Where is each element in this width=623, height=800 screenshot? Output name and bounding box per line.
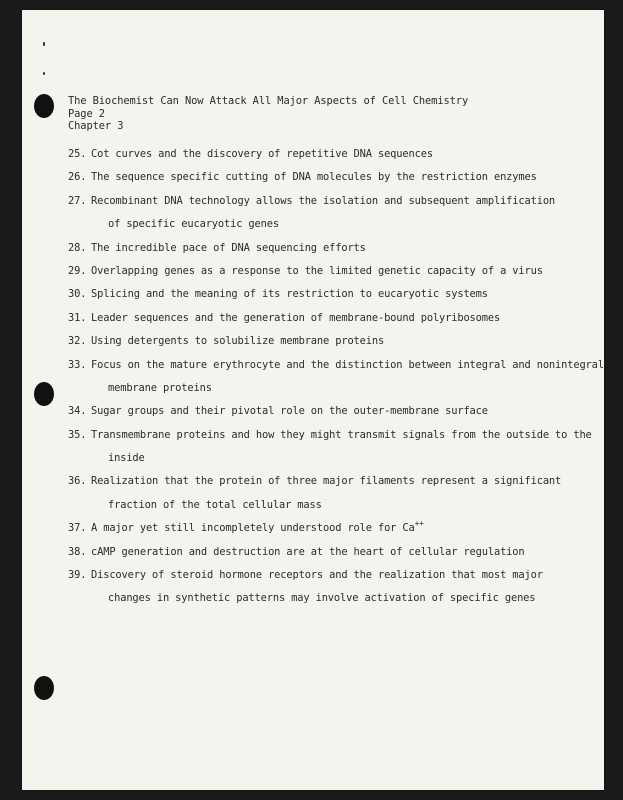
document-header bbox=[68, 95, 468, 133]
item-number: 33. bbox=[68, 358, 87, 371]
punch-hole-middle bbox=[34, 382, 54, 406]
item-text: Sugar groups and their pivotal role on the outer-membrane surface bbox=[91, 405, 488, 418]
punch-hole-bottom bbox=[34, 676, 54, 700]
item-number: 34. bbox=[68, 405, 87, 418]
list-item bbox=[68, 470, 598, 517]
item-number: 36. bbox=[68, 475, 87, 488]
punch-hole-top bbox=[34, 94, 54, 118]
item-number: 26. bbox=[68, 171, 87, 184]
list-item bbox=[68, 260, 598, 283]
item-text: Cot curves and the discovery of repetitive DNA sequences bbox=[91, 148, 433, 160]
paper-mark bbox=[43, 42, 45, 46]
item-number: 39. bbox=[68, 569, 87, 582]
item-text: Leader sequences and the generation of membrane-bound polyribosomes bbox=[91, 311, 501, 324]
list-item bbox=[68, 541, 598, 564]
item-continuation: changes in synthetic patterns may involve activation of specific genes bbox=[108, 592, 536, 605]
item-continuation: fraction of the total cellular mass bbox=[108, 498, 322, 511]
item-number: 29. bbox=[68, 264, 87, 277]
chapter-label: Chapter 3 bbox=[68, 120, 124, 132]
list-item bbox=[68, 517, 598, 540]
item-text: Splicing and the meaning of its restriction to eucaryotic systems bbox=[91, 288, 488, 301]
item-number: 32. bbox=[68, 335, 87, 348]
item-text: Discovery of steroid hormone receptors and the realization that most major bbox=[91, 569, 543, 582]
item-continuation: inside bbox=[108, 452, 145, 465]
item-text: Using detergents to solubilize membrane proteins bbox=[91, 335, 385, 348]
list-item bbox=[68, 307, 598, 330]
list-item bbox=[68, 237, 598, 260]
list-item bbox=[68, 354, 604, 401]
list-item bbox=[68, 143, 598, 166]
item-number: 35. bbox=[68, 428, 87, 441]
item-text: A major yet still incompletely understood role for Ca bbox=[91, 522, 415, 535]
list-item bbox=[68, 424, 598, 471]
paper-mark bbox=[43, 72, 45, 75]
item-text: cAMP generation and destruction are at the heart of cellular regulation bbox=[91, 545, 525, 558]
item-number: 38. bbox=[68, 545, 87, 558]
item-number: 31. bbox=[68, 311, 87, 324]
item-number: 28. bbox=[68, 241, 87, 254]
item-text: Realization that the protein of three major filaments represent a significant bbox=[91, 475, 562, 488]
page-number: Page 2 bbox=[68, 107, 105, 120]
item-text: Focus on the mature erythrocyte and the distinction between integral and nonintegral bbox=[91, 358, 604, 371]
item-text: Transmembrane proteins and how they might transmit signals from the outside to the bbox=[91, 428, 592, 441]
item-text: Recombinant DNA technology allows the isolation and subsequent amplification bbox=[91, 194, 556, 207]
item-text: Overlapping genes as a response to the limited genetic capacity of a virus bbox=[91, 264, 543, 277]
item-number: 30. bbox=[68, 288, 87, 301]
item-number: 25. bbox=[68, 148, 87, 160]
item-number: 37. bbox=[68, 522, 87, 535]
list-item bbox=[68, 190, 598, 237]
list-item bbox=[68, 330, 598, 353]
ion-charge-superscript: ++ bbox=[414, 519, 424, 529]
item-number: 27. bbox=[68, 194, 87, 207]
list-item bbox=[68, 400, 598, 423]
document-page bbox=[22, 10, 604, 790]
document-title: The Biochemist Can Now Attack All Major Aspects of Cell Chemistry bbox=[68, 95, 469, 107]
item-text: The sequence specific cutting of DNA molecules by the restriction enzymes bbox=[91, 171, 537, 184]
list-item bbox=[68, 283, 598, 306]
topic-list bbox=[68, 143, 604, 611]
list-item bbox=[68, 564, 598, 611]
item-continuation: of specific eucaryotic genes bbox=[108, 218, 279, 231]
item-text: The incredible pace of DNA sequencing efforts bbox=[91, 241, 366, 254]
item-continuation: membrane proteins bbox=[108, 381, 212, 394]
list-item bbox=[68, 166, 598, 189]
